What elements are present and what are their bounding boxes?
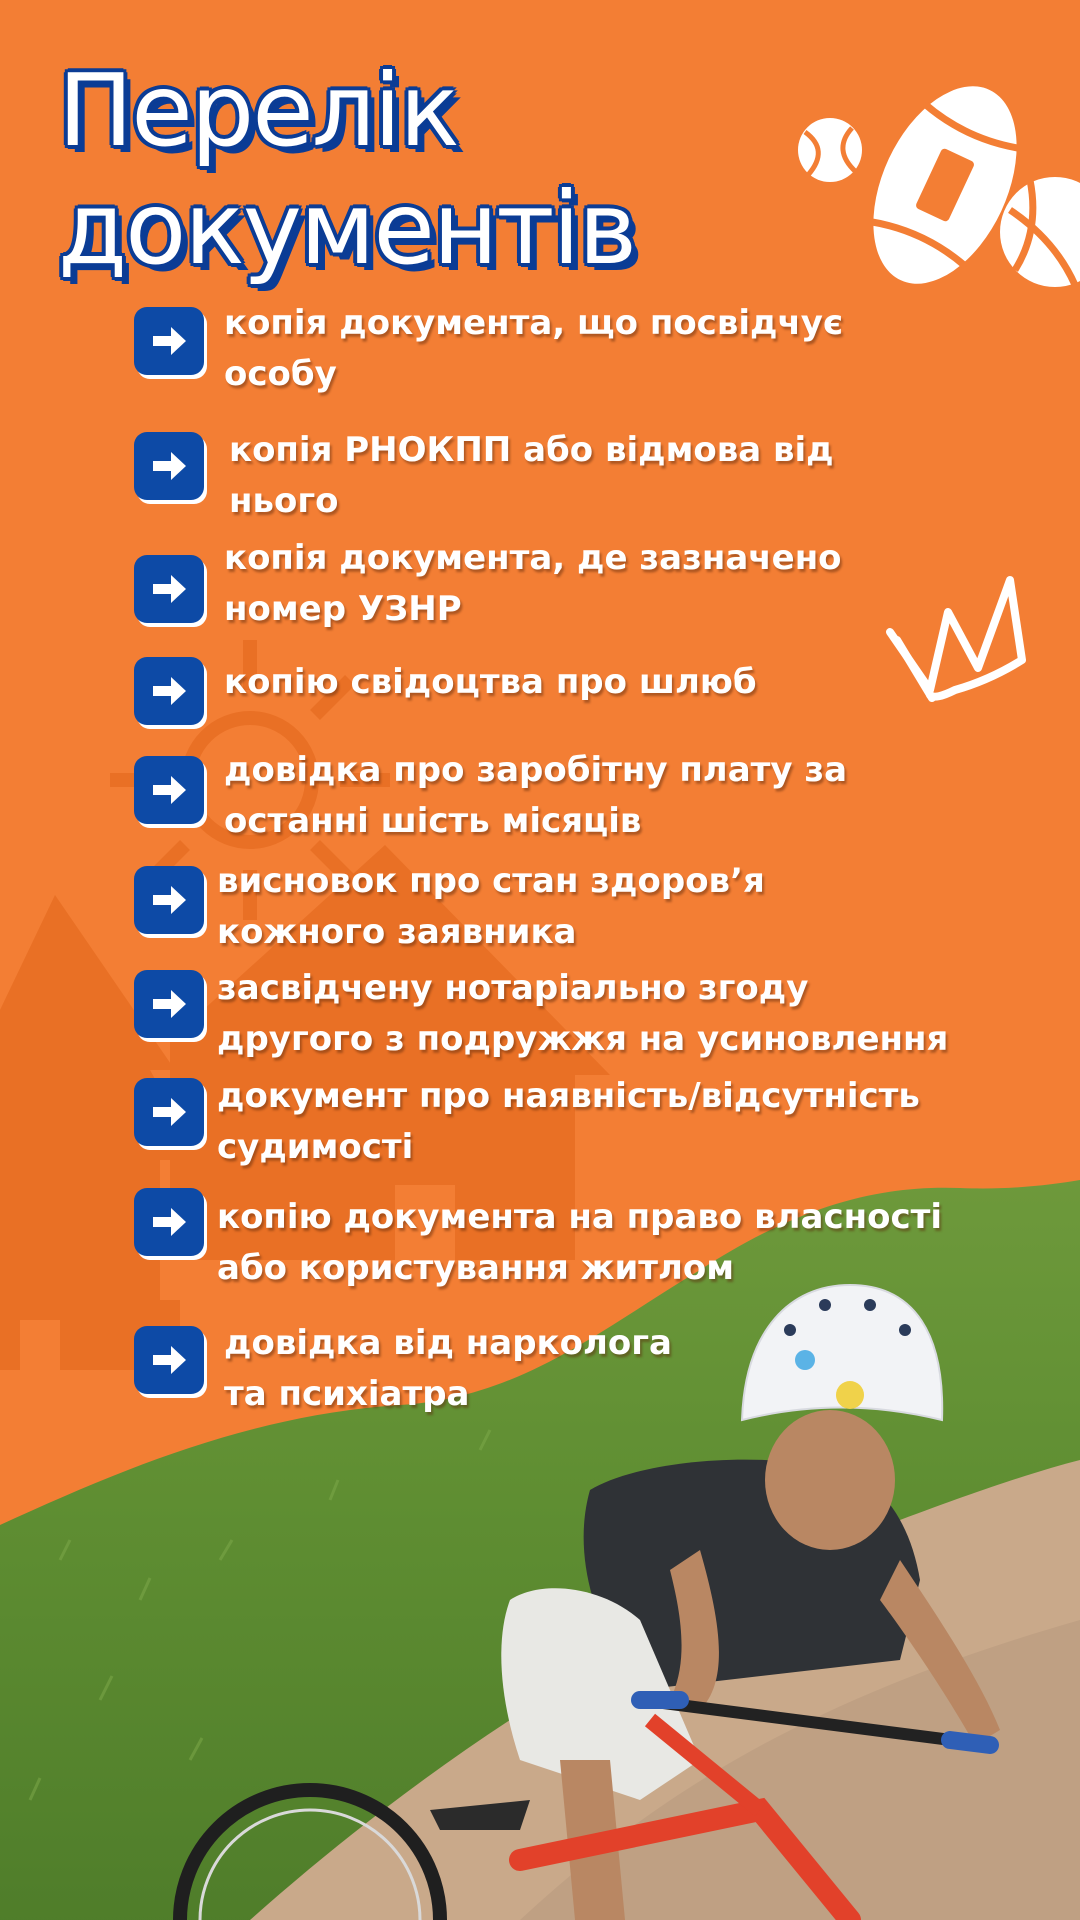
arrow-right-icon — [134, 866, 204, 934]
list-item: копію свідоцтва про шлюб — [224, 662, 757, 702]
arrow-right-icon — [134, 307, 204, 375]
list-item: документ про наявність/відсутність судимості — [217, 1076, 920, 1167]
page-title — [58, 52, 635, 288]
list-item: копія документа, де зазначено номер УЗНР — [224, 538, 842, 629]
title-line-1: Перелік — [58, 52, 458, 169]
arrow-right-icon — [134, 756, 204, 824]
list-item: копія документа, що посвідчує особу — [224, 303, 844, 394]
list-item: копія РНОКПП або відмова від нього — [229, 430, 834, 521]
arrow-right-icon — [134, 657, 204, 725]
list-item: довідка про заробітну плату за останні шість місяців — [224, 750, 848, 841]
title-line-2: документів — [58, 170, 636, 287]
sports-balls-icon — [798, 64, 1080, 307]
list-item: висновок про стан здоров’я кожного заявника — [217, 861, 765, 952]
arrow-right-icon — [134, 1078, 204, 1146]
list-item: копію документа на право власності або користування житлом — [217, 1197, 942, 1288]
arrow-right-icon — [134, 555, 204, 623]
arrow-right-icon — [134, 1188, 204, 1256]
arrow-right-icon — [134, 1326, 204, 1394]
list-item: засвідчену нотаріально згоду другого з подружжя на усиновлення — [217, 968, 949, 1059]
arrow-right-icon — [134, 970, 204, 1038]
list-item: довідка від нарколога та психіатра — [224, 1323, 672, 1414]
arrow-right-icon — [134, 432, 204, 500]
